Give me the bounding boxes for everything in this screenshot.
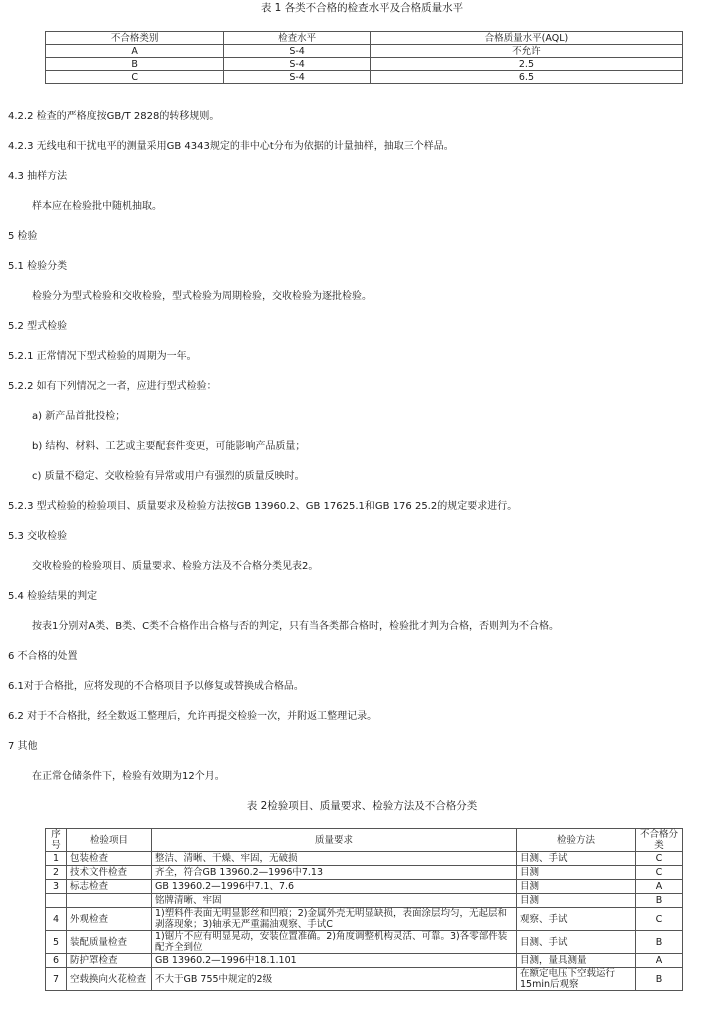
table-cell: 观察、手试 (517, 908, 636, 931)
heading-5-2: 5.2 型式检验 (8, 321, 68, 332)
table-cell: S-4 (224, 58, 371, 71)
table-header: 不合格类别 (46, 32, 224, 45)
body-text: 交收检验的检验项目、质量要求、检验方法及不合格分类见表2。 (32, 561, 319, 572)
table-row (46, 866, 683, 880)
table-cell: 标志检查 (67, 880, 152, 894)
heading-5: 5 检验 (8, 231, 38, 242)
table-cell: S-4 (224, 71, 371, 84)
table-cell: 6 (46, 954, 67, 968)
table-cell: 目测 (517, 880, 636, 894)
table-cell: C (46, 71, 224, 84)
table-cell: C (636, 852, 683, 866)
table-cell: 齐全，符合GB 13960.2—1996中7.13 (152, 866, 517, 880)
table-cell: GB 13960.2—1996中18.1.101 (152, 954, 517, 968)
table-header: 检查水平 (224, 32, 371, 45)
table-cell: A (636, 880, 683, 894)
table-cell: 1 (46, 852, 67, 866)
table-row (46, 954, 683, 968)
table-cell: B (636, 894, 683, 908)
table-cell: A (46, 45, 224, 58)
table-cell: 防护罩检查 (67, 954, 152, 968)
table-cell: 目测，量具测量 (517, 954, 636, 968)
table-cell: 不允许 (370, 45, 682, 58)
heading-5-3: 5.3 交收检验 (8, 531, 68, 542)
table-cell: 目测、手试 (517, 931, 636, 954)
table-cell: 不大于GB 755中规定的2级 (152, 968, 517, 991)
table-cell: 目测 (517, 894, 636, 908)
heading-5-4: 5.4 检验结果的判定 (8, 591, 98, 602)
table-cell: 目测 (517, 866, 636, 880)
table-header: 不合格分类 (636, 829, 683, 852)
clause-5-2-1: 5.2.1 正常情况下型式检验的周期为一年。 (8, 351, 197, 362)
clause-5-2-3: 5.2.3 型式检验的检验项目、质量要求及检验方法按GB 13960.2、GB 17625.1和GB 176 25.2的规定要求进行。 (8, 501, 518, 512)
table-row (46, 894, 683, 908)
table-row (46, 968, 683, 991)
table1-caption: 表 1 各类不合格的检查水平及合格质量水平 (260, 2, 464, 14)
table-cell: GB 13960.2—1996中7.1、7.6 (152, 880, 517, 894)
table-header: 序号 (46, 829, 67, 852)
table-row (46, 45, 683, 58)
table-cell: 6.5 (370, 71, 682, 84)
table-cell: 空载换向火花检查 (67, 968, 152, 991)
table-cell: 2 (46, 866, 67, 880)
table-cell: 1)锯片不应有明显晃动，安装位置准确。2)角度调整机构灵活、可靠。3)各零部件装配齐全到位 (152, 931, 517, 954)
table-cell (67, 894, 152, 908)
table-cell: B (636, 968, 683, 991)
table-cell: 5 (46, 931, 67, 954)
body-text: 在正常仓储条件下，检验有效期为12个月。 (32, 771, 225, 782)
clause-6-2: 6.2 对于不合格批，经全数返工整理后，允许再提交检验一次，并附返工整理记录。 (8, 711, 378, 722)
table-header: 检验方法 (517, 829, 636, 852)
heading-7: 7 其他 (8, 741, 38, 752)
list-item: c) 质量不稳定、交收检验有异常或用户有强烈的质量反映时。 (32, 471, 305, 482)
heading-5-1: 5.1 检验分类 (8, 261, 68, 272)
clause-5-2-2: 5.2.2 如有下列情况之一者，应进行型式检验： (8, 381, 217, 392)
table-cell: 目测、手试 (517, 852, 636, 866)
body-text: 按表1分别对A类、B类、C类不合格作出合格与否的判定，只有当各类都合格时，检验批才判为合格，否则判为不合格。 (32, 621, 560, 632)
list-item: b) 结构、材料、工艺或主要配套件变更，可能影响产品质量； (32, 441, 306, 452)
table-cell: 2.5 (370, 58, 682, 71)
table-row (46, 852, 683, 866)
table-cell: 铭牌清晰、牢固 (152, 894, 517, 908)
table-cell: C (636, 908, 683, 931)
table-cell: B (636, 931, 683, 954)
table-header: 合格质量水平(AQL) (370, 32, 682, 45)
table-cell: S-4 (224, 45, 371, 58)
table-header: 质量要求 (152, 829, 517, 852)
table-row (46, 880, 683, 894)
table-cell (46, 894, 67, 908)
table-row (46, 58, 683, 71)
table-cell: 7 (46, 968, 67, 991)
table-row (46, 908, 683, 931)
table-cell: 技术文件检查 (67, 866, 152, 880)
table-cell: 3 (46, 880, 67, 894)
table-cell: 1)塑料件表面无明显影丝和凹痕；2)金属外壳无明显缺损，表面涂层均匀，无起层和剥落现象；3)轴承无严重漏油观察、手试C (152, 908, 517, 931)
table-header-row (46, 829, 683, 852)
clause-6-1: 6.1对于合格批，应将发现的不合格项目予以修复或替换成合格品。 (8, 681, 304, 692)
table-cell: 4 (46, 908, 67, 931)
body-text: 检验分为型式检验和交收检验，型式检验为周期检验，交收检验为逐批检验。 (32, 291, 372, 302)
clause-4-2-3: 4.2.3 无线电和干扰电平的测量采用GB 4343规定的非中心t分布为依据的计量抽样，抽取三个样品。 (8, 141, 454, 152)
heading-6: 6 不合格的处置 (8, 651, 78, 662)
table-row (46, 931, 683, 954)
table-cell: A (636, 954, 683, 968)
table-cell: 在额定电压下空载运行15min后观察 (517, 968, 636, 991)
body-text: 样本应在检验批中随机抽取。 (32, 201, 162, 212)
heading-4-3: 4.3 抽样方法 (8, 171, 68, 182)
clause-4-2-2: 4.2.2 检查的严格度按GB/T 2828的转移规则。 (8, 111, 220, 122)
table-cell: C (636, 866, 683, 880)
table-cell: 装配质量检查 (67, 931, 152, 954)
table-cell: 外观检查 (67, 908, 152, 931)
inspection-items-table (45, 828, 683, 991)
table-cell: 整洁、清晰、干燥、牢固，无破损 (152, 852, 517, 866)
table-header-row (46, 32, 683, 45)
quality-level-table (45, 31, 683, 84)
table2-caption: 表 2检验项目、质量要求、检验方法及不合格分类 (246, 800, 478, 812)
table-cell: 包装检查 (67, 852, 152, 866)
table-header: 检验项目 (67, 829, 152, 852)
table-row (46, 71, 683, 84)
table-cell: B (46, 58, 224, 71)
list-item: a) 新产品首批投检； (32, 411, 126, 422)
